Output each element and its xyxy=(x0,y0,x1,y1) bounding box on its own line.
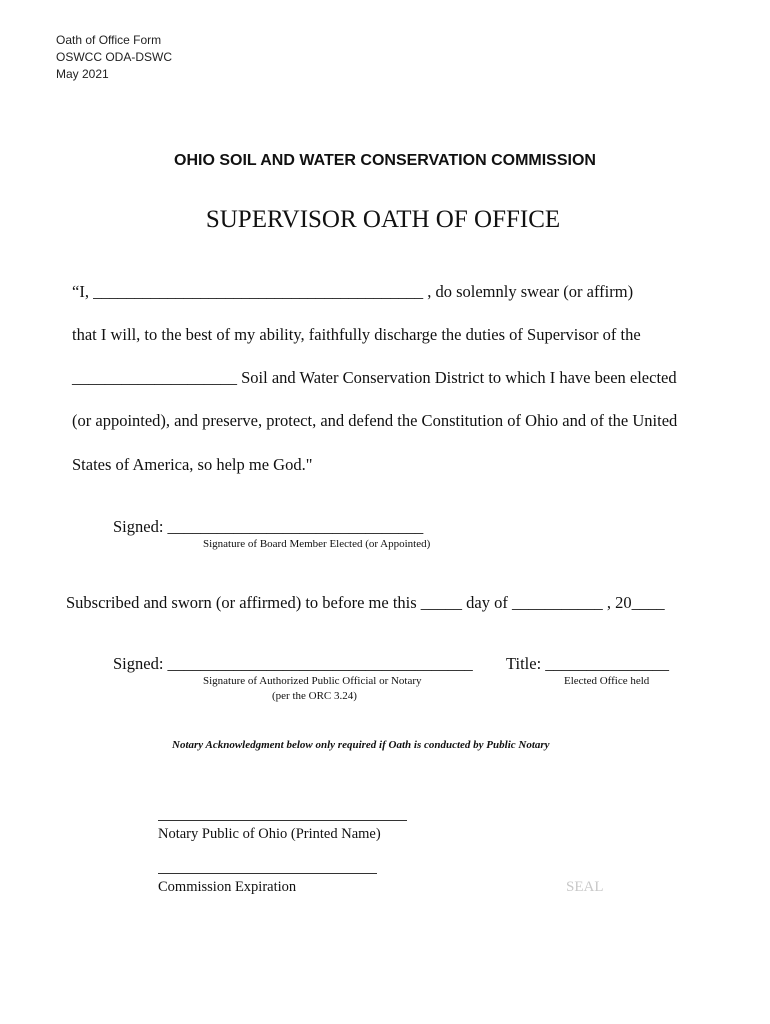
notary-name-rule xyxy=(158,820,407,821)
orc-reference: (per the ORC 3.24) xyxy=(272,690,357,702)
board-member-signature-line: Signed: _______________________________ xyxy=(113,517,424,536)
notary-printed-name-label: Notary Public of Ohio (Printed Name) xyxy=(158,826,381,842)
form-code: OSWCC ODA-DSWC xyxy=(56,50,172,64)
agency-heading: OHIO SOIL AND WATER CONSERVATION COMMISSION xyxy=(174,152,596,169)
form-date: May 2021 xyxy=(56,67,109,81)
oath-line-1: “I, ________________________________________ , do solemnly swear (or affirm) xyxy=(72,282,634,301)
subscribed-sworn-line: Subscribed and sworn (or affirmed) to before me this _____ day of ___________ , 20____ xyxy=(66,593,665,612)
seal-placeholder: SEAL xyxy=(566,879,604,895)
form-name: Oath of Office Form xyxy=(56,33,162,47)
notary-note: Notary Acknowledgment below only required if Oath is conducted by Public Notary xyxy=(172,739,550,751)
official-signature-line: Signed: _____________________________________ xyxy=(113,654,473,673)
title-caption: Elected Office held xyxy=(564,675,650,687)
commission-expiration-label: Commission Expiration xyxy=(158,879,297,895)
oath-line-4: (or appointed), and preserve, protect, and defend the Constitution of Ohio and of the United xyxy=(72,411,678,430)
board-member-signature-caption: Signature of Board Member Elected (or Appointed) xyxy=(203,538,431,550)
commission-rule xyxy=(158,873,377,874)
page-title: SUPERVISOR OATH OF OFFICE xyxy=(205,206,561,233)
official-signature-caption: Signature of Authorized Public Official or Notary xyxy=(203,675,422,687)
oath-line-3: ____________________ Soil and Water Conservation District to which I have been elected xyxy=(72,368,677,387)
title-line: Title: _______________ xyxy=(506,654,670,673)
oath-line-5: States of America, so help me God." xyxy=(72,455,313,474)
oath-line-2: that I will, to the best of my ability, faithfully discharge the duties of Supervisor of the xyxy=(72,325,641,344)
